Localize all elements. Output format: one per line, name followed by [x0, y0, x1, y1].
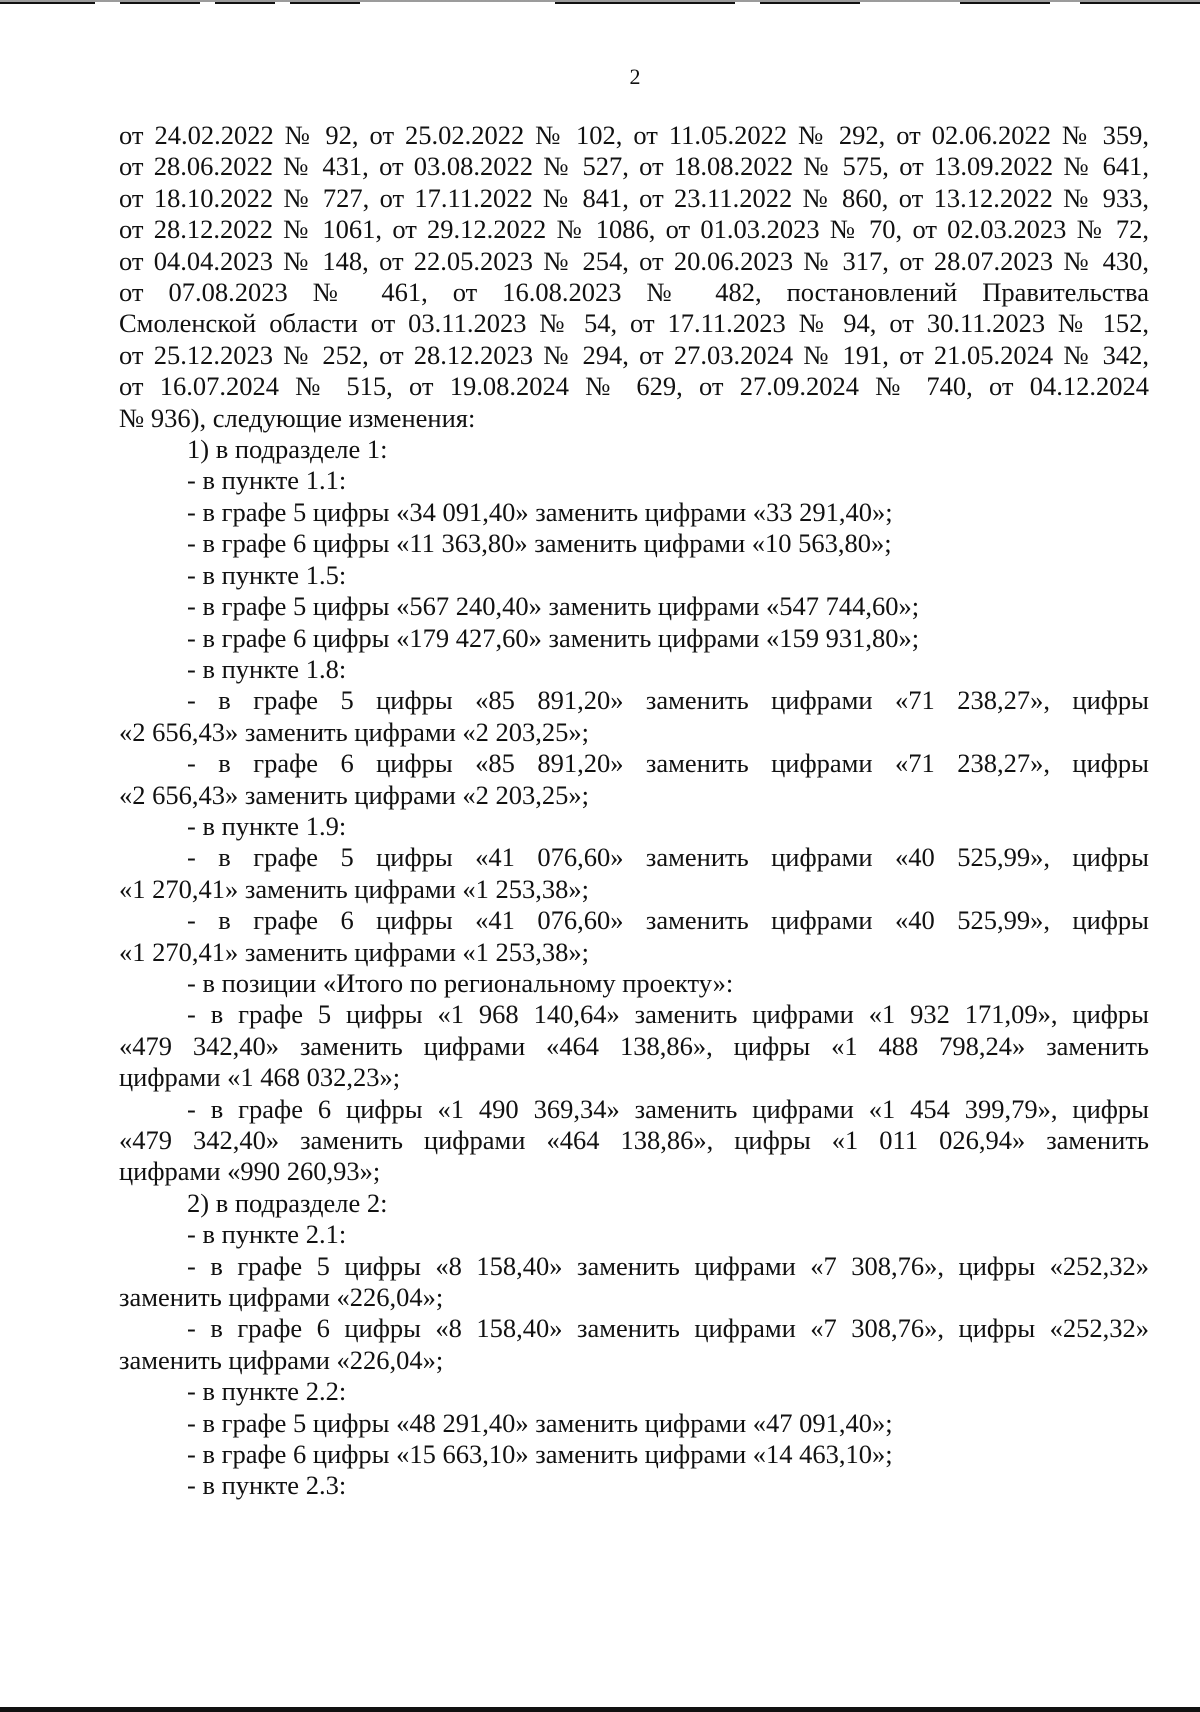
- text-line: - в графе 5 цифры «567 240,40» заменить цифрами «547 744,60»;: [187, 591, 920, 622]
- text-line: - в графе 6 цифры «15 663,10» заменить цифрами «14 463,10»;: [187, 1439, 893, 1470]
- scan-artifact: [215, 2, 275, 4]
- text-line: - в графе 6 цифры «11 363,80» заменить цифрами «10 563,80»;: [187, 528, 892, 559]
- text-line: - в графе 6 цифры «179 427,60» заменить цифрами «159 931,80»;: [187, 622, 920, 653]
- text-line: - в графе 6 цифры «85 891,20» заменить цифрами «71 238,27», цифры: [187, 748, 1149, 779]
- scan-bottom-edge: [0, 1707, 1200, 1712]
- scan-artifact: [760, 2, 860, 4]
- text-line: «1 270,41» заменить цифрами «1 253,38»;: [119, 873, 590, 904]
- text-line: - в графе 5 цифры «8 158,40» заменить цифрами «7 308,76», цифры «252,32»: [187, 1250, 1149, 1281]
- text-line: - в пункте 2.3:: [187, 1470, 347, 1501]
- text-line: № 936), следующие изменения:: [119, 402, 476, 433]
- text-line: - в графе 6 цифры «8 158,40» заменить цифрами «7 308,76», цифры «252,32»: [187, 1313, 1149, 1344]
- scan-artifact: [555, 2, 735, 4]
- text-line: от 28.06.2022 № 431, от 03.08.2022 № 527, от 18.08.2022 № 575, от 13.09.2022 № 641,: [119, 151, 1149, 182]
- text-line: Смоленской области от 03.11.2023 № 54, от 17.11.2023 № 94, от 30.11.2023 № 152,: [119, 308, 1149, 339]
- text-line: - в графе 5 цифры «41 076,60» заменить цифрами «40 525,99», цифры: [187, 842, 1149, 873]
- text-line: - в графе 5 цифры «34 091,40» заменить цифрами «33 291,40»;: [187, 496, 893, 527]
- text-line: - в пункте 2.2:: [187, 1376, 347, 1407]
- scan-artifact: [290, 2, 360, 4]
- text-line: заменить цифрами «226,04»;: [119, 1282, 444, 1313]
- scan-artifact: [120, 2, 200, 4]
- text-line: «2 656,43» заменить цифрами «2 203,25»;: [119, 779, 590, 810]
- text-line: от 24.02.2022 № 92, от 25.02.2022 № 102, от 11.05.2022 № 292, от 02.06.2022 № 359,: [119, 120, 1149, 150]
- text-line: «479 342,40» заменить цифрами «464 138,86», цифры «1 011 026,94» заменить: [119, 1125, 1149, 1155]
- page-number: 2: [629, 64, 641, 89]
- text-line: - в графе 5 цифры «48 291,40» заменить цифрами «47 091,40»;: [187, 1407, 893, 1438]
- text-line: - в графе 6 цифры «1 490 369,34» заменить цифрами «1 454 399,79», цифры: [187, 1093, 1149, 1124]
- document-body: [119, 120, 1149, 1502]
- text-line: - в графе 6 цифры «41 076,60» заменить цифрами «40 525,99», цифры: [187, 905, 1149, 936]
- text-line: 1) в подразделе 1:: [187, 434, 388, 465]
- text-line: цифрами «990 260,93»;: [119, 1156, 381, 1187]
- scan-artifact: [0, 2, 95, 4]
- text-line: цифрами «1 468 032,23»;: [119, 1062, 401, 1093]
- text-line: «479 342,40» заменить цифрами «464 138,86», цифры «1 488 798,24» заменить: [119, 1030, 1149, 1061]
- text-line: от 25.12.2023 № 252, от 28.12.2023 № 294, от 27.03.2024 № 191, от 21.05.2024 № 342,: [119, 339, 1149, 370]
- text-line: «1 270,41» заменить цифрами «1 253,38»;: [119, 936, 590, 967]
- text-line: - в пункте 2.1:: [187, 1219, 347, 1250]
- scan-artifact: [960, 2, 1050, 4]
- text-line: - в пункте 1.9:: [187, 810, 347, 841]
- text-line: - в пункте 1.5:: [187, 559, 347, 590]
- text-line: - в графе 5 цифры «1 968 140,64» заменить цифрами «1 932 171,09», цифры: [187, 999, 1149, 1030]
- text-line: от 28.12.2022 № 1061, от 29.12.2022 № 1086, от 01.03.2023 № 70, от 02.03.2023 № 72,: [119, 214, 1149, 245]
- text-line: заменить цифрами «226,04»;: [119, 1344, 444, 1375]
- text-line: 2) в подразделе 2:: [187, 1187, 388, 1218]
- text-line: - в пункте 1.1:: [187, 465, 347, 496]
- text-line: - в графе 5 цифры «85 891,20» заменить цифрами «71 238,27», цифры: [187, 685, 1149, 716]
- text-line: от 16.07.2024 № 515, от 19.08.2024 № 629, от 27.09.2024 № 740, от 04.12.2024: [119, 371, 1149, 402]
- text-line: от 04.04.2023 № 148, от 22.05.2023 № 254, от 20.06.2023 № 317, от 28.07.2023 № 430,: [119, 245, 1149, 276]
- text-line: от 18.10.2022 № 727, от 17.11.2022 № 841, от 23.11.2022 № 860, от 13.12.2022 № 933,: [119, 182, 1149, 213]
- scan-artifact: [1080, 2, 1200, 4]
- text-line: - в пункте 1.8:: [187, 653, 347, 684]
- text-line: от 07.08.2023 № 461, от 16.08.2023 № 482, постановлений Правительства: [119, 277, 1149, 308]
- text-line: - в позиции «Итого по региональному проекту»:: [187, 967, 734, 998]
- text-line: «2 656,43» заменить цифрами «2 203,25»;: [119, 716, 590, 747]
